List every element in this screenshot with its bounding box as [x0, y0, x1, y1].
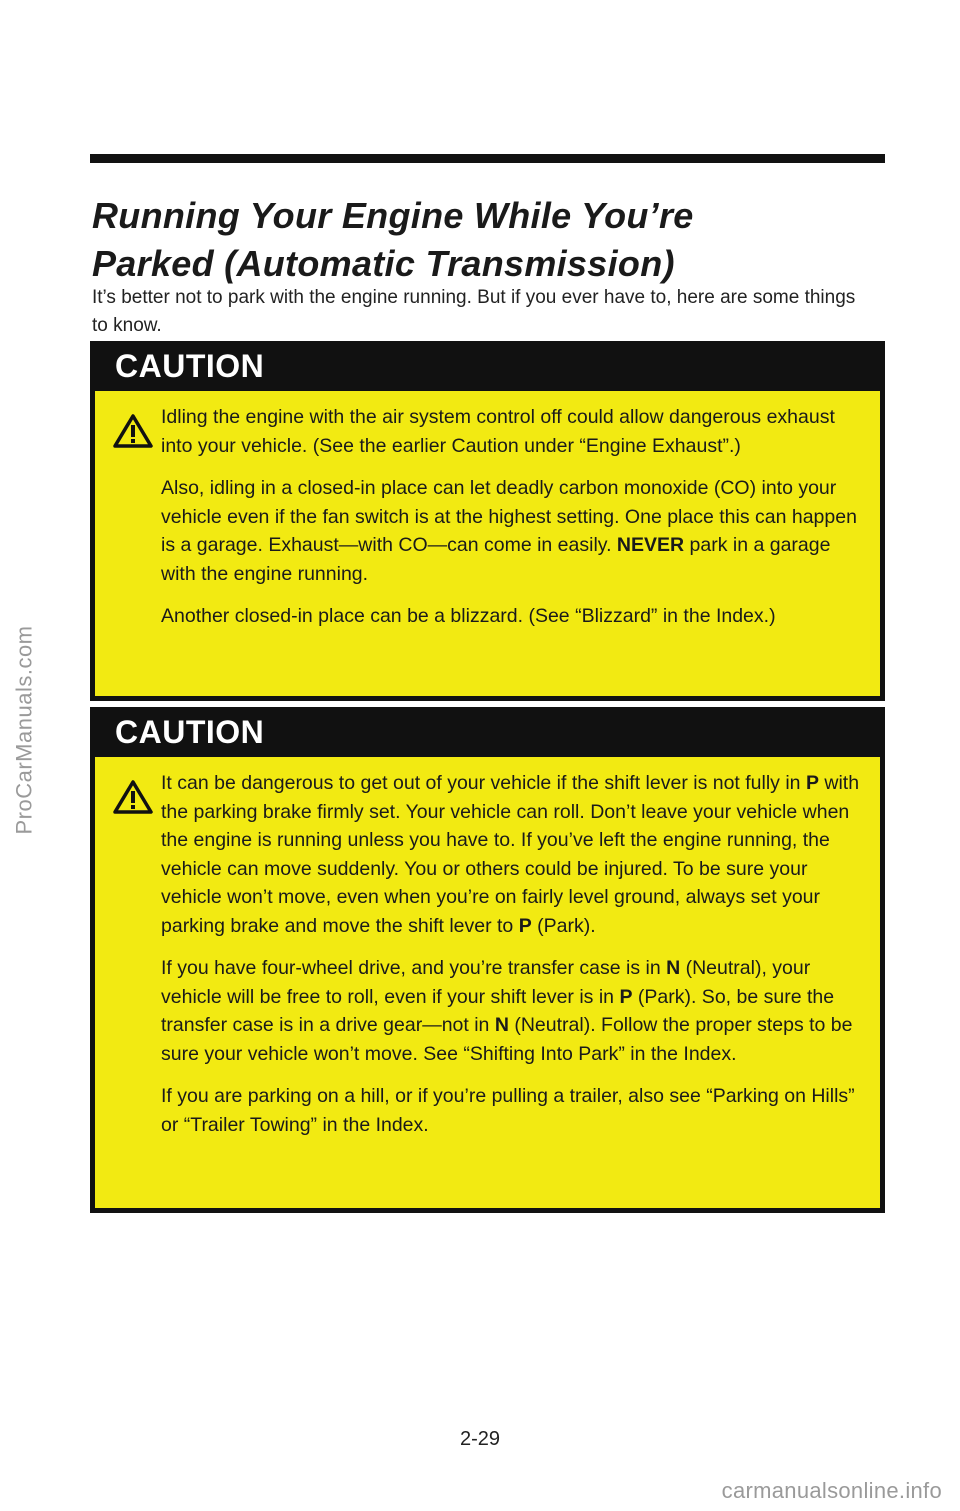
title-line-2: Parked (Automatic Transmission) [92, 243, 675, 284]
text-segment: Also, idling in a closed-in place can let deadly carbon monoxide (CO) into your vehicle even if the fan switch is at the highest setting. One place this can happen is a garage. Exhaust—with CO—can come in easily. [161, 477, 857, 556]
gear-letter: P [619, 985, 633, 1008]
text-segment: It can be dangerous to get out of your vehicle if the shift lever is not fully in [161, 772, 801, 794]
caution-paragraph: Another closed-in place can be a blizzard. (See “Blizzard” in the Index.) [161, 605, 776, 627]
section-title [92, 192, 882, 288]
caution-body [95, 757, 880, 1208]
top-rule [90, 154, 885, 163]
caution-heading: CAUTION [115, 347, 265, 384]
title-line-1: Running Your Engine While You’re [92, 195, 694, 236]
side-watermark [4, 520, 44, 940]
warning-triangle-icon [113, 413, 153, 449]
bold-never: NEVER [616, 534, 685, 556]
gear-letter: P [805, 772, 819, 794]
text-segment: with the parking brake firmly set. Your vehicle can roll. Don’t leave your vehicle when the engine is running unless you have to. If you’ve left the engine running, the vehicle can move suddenly. You or others could be injured. To be sure your vehicle won’t move, even when you’re on fairly level ground, always set your parking brake and move the shift lever to [161, 772, 860, 937]
caution-paragraph [161, 474, 860, 588]
caution-body [95, 391, 880, 696]
caution-paragraph: Idling the engine with the air system control off could allow dangerous exhaust into your vehicle. (See the earlier Caution under “Engine Exhaust”.) [161, 406, 835, 457]
warning-triangle-icon [113, 779, 153, 815]
text-segment: (Neutral). Follow the proper steps to be sure your vehicle won’t move. See “Shifting Into Park” in the Index. [161, 1014, 853, 1065]
intro-text: It’s better not to park with the engine running. But if you ever have to, here are some things to know. [92, 287, 856, 336]
bottom-watermark: carmanualsonline.info [721, 1478, 942, 1503]
text-segment: (Neutral), your vehicle will be free to roll, even if your shift lever is in [161, 957, 811, 1008]
text-segment: (Park). [537, 914, 596, 937]
caution-paragraph [161, 769, 860, 940]
gear-letter: P [518, 914, 532, 937]
caution-paragraph: If you are parking on a hill, or if you’re pulling a trailer, also see “Parking on Hills” or “Trailer Towing” in the Index. [161, 1085, 855, 1136]
caution-heading: CAUTION [115, 713, 265, 750]
caution-paragraph [161, 954, 860, 1068]
caution-box-exhaust [90, 341, 885, 701]
caution-box-parking [90, 707, 885, 1213]
text-segment: park in a garage with the engine running. [161, 534, 831, 585]
text-segment: If you have four-wheel drive, and you’re transfer case is in [161, 957, 661, 979]
page-number: 2-29 [459, 1428, 501, 1450]
text-segment: (Park). So, be sure the transfer case is in a drive gear—not in [161, 985, 835, 1036]
gear-letter: N [494, 1014, 509, 1036]
gear-letter: N [666, 957, 681, 979]
side-watermark-text: ProCarManuals.com [11, 625, 37, 835]
